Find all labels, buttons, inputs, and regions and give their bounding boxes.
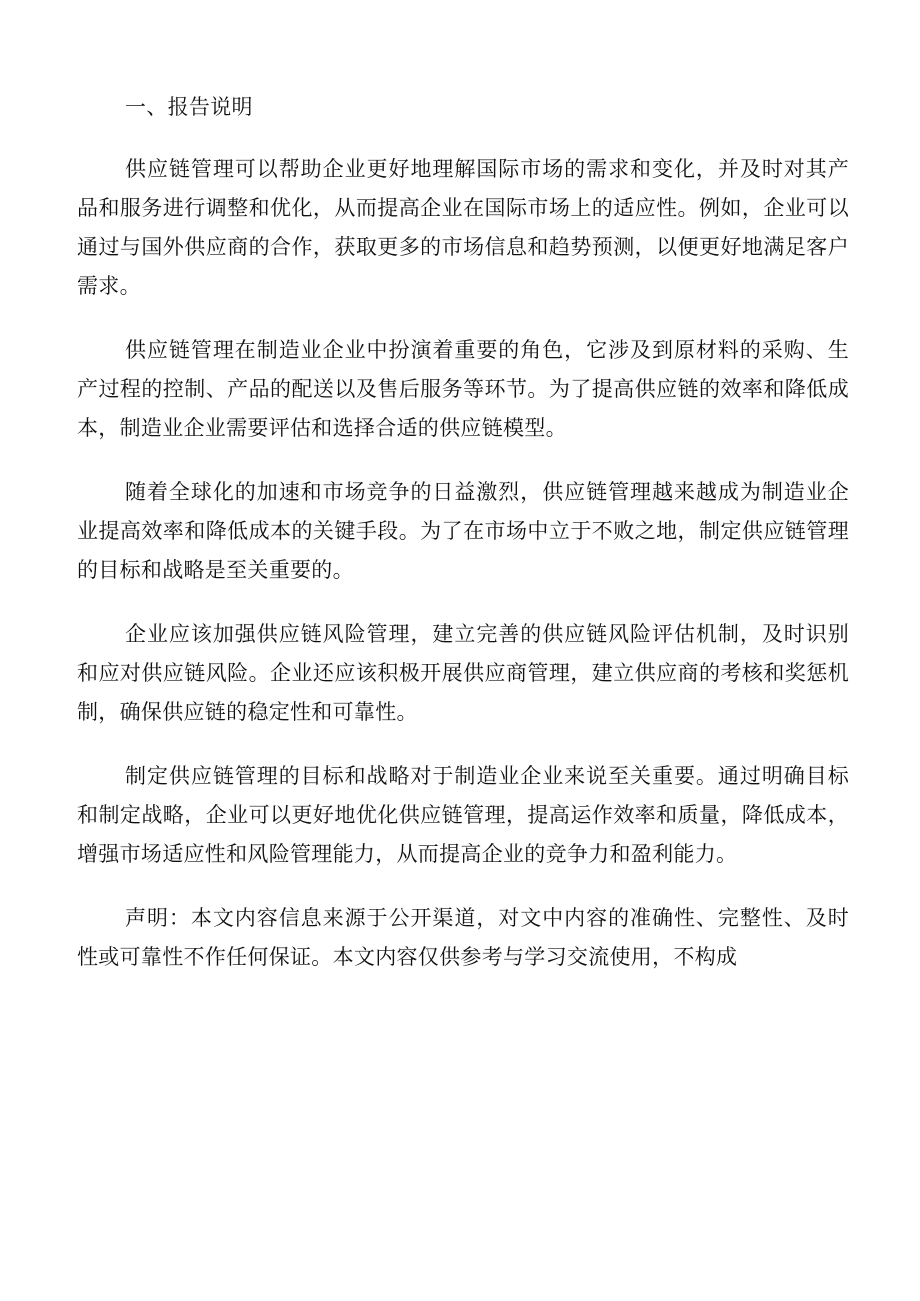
document-body — [77, 88, 849, 1002]
section-heading: 一、报告说明 — [125, 95, 253, 119]
paragraph-disclaimer: 声明：本文内容信息来源于公开渠道，对文中内容的准确性、完整性、及时性或可靠性不作任何保证。本文内容仅供参考与学习交流使用，不构成 — [77, 906, 849, 969]
paragraph-manufacturing-role: 供应链管理在制造业企业中扮演着重要的角色，它涉及到原材料的采购、生产过程的控制、产品的配送以及售后服务等环节。为了提高供应链的效率和降低成本，制造业企业需要评估和选择合适的供应链模型。 — [77, 338, 849, 440]
paragraph-risk-management: 企业应该加强供应链风险管理，建立完善的供应链风险评估机制，及时识别和应对供应链风险。企业还应该积极开展供应商管理，建立供应商的考核和奖惩机制，确保供应链的稳定性和可靠性。 — [77, 622, 849, 724]
paragraph-supply-chain-international: 供应链管理可以帮助企业更好地理解国际市场的需求和变化，并及时对其产品和服务进行调整和优化，从而提高企业在国际市场上的适应性。例如，企业可以通过与国外供应商的合作，获取更多的市场信息和趋势预测，以便更好地满足客户需求。 — [77, 157, 849, 298]
paragraph-goals-strategy: 制定供应链管理的目标和战略对于制造业企业来说至关重要。通过明确目标和制定战略，企业可以更好地优化供应链管理，提高运作效率和质量，降低成本，增强市场适应性和风险管理能力，从而提高企业的竞争力和盈利能力。 — [77, 764, 849, 866]
paragraph-globalization: 随着全球化的加速和市场竞争的日益激烈，供应链管理越来越成为制造业企业提高效率和降低成本的关键手段。为了在市场中立于不败之地，制定供应链管理的目标和战略是至关重要的。 — [77, 480, 849, 582]
